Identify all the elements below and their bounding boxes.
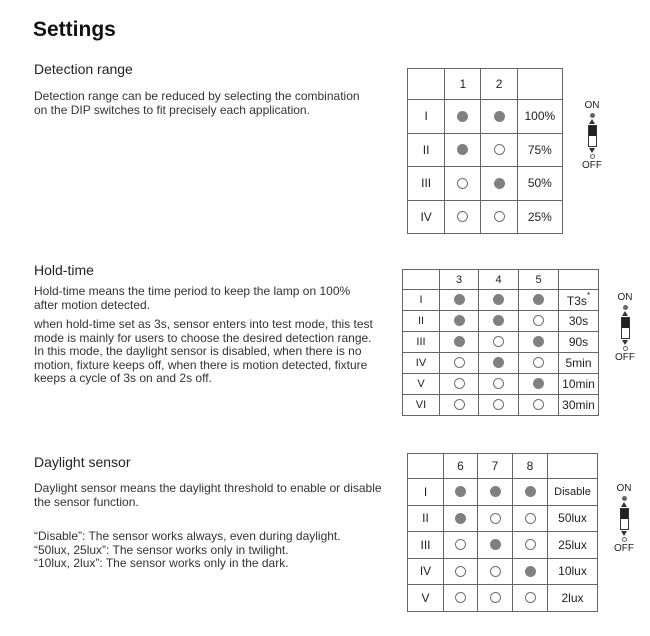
switch-cell xyxy=(444,505,478,532)
arrow-down-icon xyxy=(622,340,628,345)
switch-cell xyxy=(513,532,548,559)
switch-number-header: 3 xyxy=(440,270,479,290)
off-label: OFF xyxy=(614,543,634,554)
switch-off-icon xyxy=(455,592,466,603)
setting-label: III xyxy=(408,167,445,201)
note-line: In this mode, the daylight sensor is disabled, when there is no xyxy=(34,344,362,358)
off-label: OFF xyxy=(582,160,602,171)
switch-off-icon xyxy=(454,399,465,410)
dip-switch-icon xyxy=(620,508,629,530)
setting-value: 25% xyxy=(527,209,552,224)
setting-value-cell xyxy=(559,332,599,353)
switch-cell xyxy=(440,332,479,353)
switch-off-icon xyxy=(455,566,466,577)
switch-number-header: 1 xyxy=(445,69,481,100)
arrow-up-icon xyxy=(622,311,628,316)
table-header-row xyxy=(408,454,598,479)
setting-value: 30s xyxy=(568,314,589,328)
table-row xyxy=(408,167,563,201)
switch-off-icon xyxy=(493,399,504,410)
switch-cell xyxy=(479,374,519,395)
page-title: Settings xyxy=(33,18,116,41)
switch-on-icon xyxy=(525,566,536,577)
switch-off-icon xyxy=(493,336,504,347)
switch-number-header: 7 xyxy=(478,454,513,479)
note-line: mode is mainly for users to choose the desired detection range. xyxy=(34,330,372,345)
dip-switch-legend-detection xyxy=(577,101,607,171)
switch-cell xyxy=(440,395,479,416)
switch-off-icon xyxy=(490,592,501,603)
switch-cell xyxy=(445,167,481,201)
header-blank-cell xyxy=(559,270,599,290)
switch-cell xyxy=(513,479,548,506)
off-dot-icon xyxy=(622,537,627,542)
switch-cell xyxy=(519,395,559,416)
daylight-sensor-table xyxy=(407,453,598,612)
setting-value: 50% xyxy=(527,176,552,191)
setting-label: V xyxy=(403,374,440,395)
switch-on-icon xyxy=(533,294,544,305)
off-label: OFF xyxy=(615,352,635,363)
setting-value: 50lux xyxy=(558,511,587,526)
dip-switch-legend-daylight xyxy=(609,484,639,554)
switch-cell xyxy=(481,167,517,201)
dip-switch-icon xyxy=(621,317,630,339)
description-line: the sensor function. xyxy=(34,494,139,509)
switch-off-icon xyxy=(454,378,465,389)
detection-range-description xyxy=(34,90,360,117)
dip-switch-legend-hold xyxy=(610,293,640,363)
setting-value: 10min xyxy=(562,377,595,391)
setting-value-cell xyxy=(548,505,598,532)
note-line: “Disable”: The sensor works always, even during daylight. xyxy=(34,529,341,543)
switch-cell xyxy=(440,290,479,311)
setting-label: III xyxy=(408,532,444,559)
switch-cell xyxy=(513,585,548,612)
setting-value: 75% xyxy=(527,142,552,157)
switch-on-icon xyxy=(457,144,468,155)
daylight-sensor-heading: Daylight sensor xyxy=(34,454,131,470)
switch-number-header: 4 xyxy=(479,270,519,290)
setting-label: I xyxy=(408,100,445,134)
setting-value-cell xyxy=(517,133,562,167)
setting-label: II xyxy=(408,505,444,532)
switch-on-icon xyxy=(493,357,504,368)
setting-label: II xyxy=(403,311,440,332)
arrow-up-icon xyxy=(621,502,627,507)
setting-value: 100% xyxy=(524,109,556,124)
hold-time-test-mode-note xyxy=(34,318,373,386)
switch-off-icon xyxy=(454,357,465,368)
footnote-marker: * xyxy=(586,290,591,300)
table-row xyxy=(403,374,599,395)
header-blank-cell xyxy=(517,69,562,100)
switch-cell xyxy=(445,133,481,167)
description-line: Daylight sensor means the daylight threshold to enable or disable xyxy=(34,481,382,495)
switch-on-icon xyxy=(494,178,505,189)
switch-on-icon xyxy=(490,486,501,497)
switch-cell xyxy=(481,133,517,167)
switch-cell xyxy=(479,311,519,332)
switch-cell xyxy=(479,290,519,311)
hold-time-table xyxy=(402,269,599,416)
note-line: motion, fixture keeps off, when there is motion detected, fixture xyxy=(34,357,368,372)
daylight-sensor-notes xyxy=(34,530,341,571)
setting-value-cell xyxy=(548,558,598,585)
switch-on-icon xyxy=(493,294,504,305)
switch-cell xyxy=(444,479,478,506)
setting-value: Disable xyxy=(554,485,591,498)
note-line: keeps a cycle of 3s on and 2s off. xyxy=(34,371,212,385)
switch-cell xyxy=(440,374,479,395)
switch-off-icon xyxy=(457,211,468,222)
setting-label: V xyxy=(408,585,444,612)
switch-on-icon xyxy=(457,111,468,122)
switch-cell xyxy=(478,479,513,506)
setting-label: I xyxy=(403,290,440,311)
switch-on-icon xyxy=(490,539,501,550)
table-row xyxy=(408,479,598,506)
switch-cell xyxy=(440,311,479,332)
switch-cell xyxy=(478,505,513,532)
header-blank-cell xyxy=(408,69,445,100)
switch-cell xyxy=(481,200,517,234)
setting-label: II xyxy=(408,133,445,167)
switch-cell xyxy=(445,200,481,234)
on-label: ON xyxy=(616,483,632,494)
switch-on-icon xyxy=(525,486,536,497)
description-line: on the DIP switches to fit precisely each application. xyxy=(34,102,310,117)
switch-number-header: 8 xyxy=(513,454,548,479)
switch-cell xyxy=(479,332,519,353)
setting-value: 10lux xyxy=(558,564,587,579)
switch-off-icon xyxy=(533,315,544,326)
setting-label: VI xyxy=(403,395,440,416)
switch-off-icon xyxy=(525,592,536,603)
switch-on-icon xyxy=(454,294,465,305)
off-dot-icon xyxy=(590,154,595,159)
switch-on-icon xyxy=(494,111,505,122)
on-dot-icon xyxy=(622,496,627,501)
switch-number-header: 6 xyxy=(444,454,478,479)
setting-value-cell xyxy=(548,479,598,506)
hold-time-description xyxy=(34,285,350,312)
on-dot-icon xyxy=(623,305,628,310)
setting-value-cell xyxy=(559,374,599,395)
setting-value-cell xyxy=(559,290,599,311)
hold-time-heading: Hold-time xyxy=(34,262,94,278)
switch-cell xyxy=(444,585,478,612)
table-row xyxy=(408,505,598,532)
switch-cell xyxy=(478,585,513,612)
on-label: ON xyxy=(584,100,600,111)
note-line: “10lux, 2lux”: The sensor works only in the dark. xyxy=(34,556,289,570)
table-row xyxy=(408,558,598,585)
switch-off-icon xyxy=(494,144,505,155)
daylight-sensor-description xyxy=(34,482,382,509)
switch-cell xyxy=(519,290,559,311)
table-header-row xyxy=(408,69,563,100)
setting-value: T3s xyxy=(566,293,587,308)
setting-value-cell xyxy=(559,395,599,416)
arrow-down-icon xyxy=(621,531,627,536)
setting-label: I xyxy=(408,479,444,506)
arrow-down-icon xyxy=(589,148,595,153)
switch-cell xyxy=(478,532,513,559)
switch-cell xyxy=(513,558,548,585)
setting-value-cell xyxy=(548,585,598,612)
table-row xyxy=(403,290,599,311)
table-row xyxy=(403,332,599,353)
switch-cell xyxy=(478,558,513,585)
switch-cell xyxy=(444,558,478,585)
setting-value: 25lux xyxy=(558,537,587,552)
description-line: after motion detected. xyxy=(34,297,151,312)
setting-label: IV xyxy=(403,353,440,374)
detection-range-table xyxy=(407,68,563,234)
description-line: Hold-time means the time period to keep the lamp on 100% xyxy=(34,284,351,298)
switch-off-icon xyxy=(490,513,501,524)
table-header-row xyxy=(403,270,599,290)
header-blank-cell xyxy=(408,454,444,479)
setting-value: 5min xyxy=(565,356,592,370)
switch-off-icon xyxy=(525,513,536,524)
table-row xyxy=(403,353,599,374)
switch-on-icon xyxy=(455,513,466,524)
table-row xyxy=(408,585,598,612)
switch-cell xyxy=(440,353,479,374)
header-blank-cell xyxy=(403,270,440,290)
on-label: ON xyxy=(617,292,633,303)
switch-off-icon xyxy=(490,566,501,577)
table-row xyxy=(408,100,563,134)
switch-on-icon xyxy=(454,315,465,326)
setting-label: IV xyxy=(408,200,445,234)
switch-on-icon xyxy=(533,378,544,389)
switch-cell xyxy=(445,100,481,134)
table-row xyxy=(408,133,563,167)
switch-off-icon xyxy=(455,539,466,550)
setting-value-cell xyxy=(559,353,599,374)
table-row xyxy=(403,311,599,332)
setting-value-cell xyxy=(559,311,599,332)
switch-off-icon xyxy=(525,539,536,550)
on-dot-icon xyxy=(590,113,595,118)
switch-off-icon xyxy=(533,357,544,368)
setting-label: IV xyxy=(408,558,444,585)
switch-off-icon xyxy=(457,178,468,189)
setting-value-cell xyxy=(548,532,598,559)
note-line: “50lux, 25lux”: The sensor works only in twilight. xyxy=(34,542,289,557)
table-row xyxy=(403,395,599,416)
setting-value: 90s xyxy=(568,335,589,349)
switch-cell xyxy=(479,395,519,416)
switch-number-header: 2 xyxy=(481,69,517,100)
description-line: Detection range can be reduced by selecting the combination xyxy=(34,89,360,103)
off-dot-icon xyxy=(623,346,628,351)
switch-off-icon xyxy=(494,211,505,222)
switch-cell xyxy=(519,332,559,353)
switch-off-icon xyxy=(493,378,504,389)
note-line: when hold-time set as 3s, sensor enters into test mode, this test xyxy=(34,317,373,331)
dip-switch-icon xyxy=(588,125,597,147)
switch-cell xyxy=(481,100,517,134)
setting-value-cell xyxy=(517,167,562,201)
switch-cell xyxy=(519,353,559,374)
setting-label: III xyxy=(403,332,440,353)
switch-cell xyxy=(519,311,559,332)
detection-range-heading: Detection range xyxy=(34,61,133,77)
table-row xyxy=(408,200,563,234)
switch-cell xyxy=(519,374,559,395)
switch-on-icon xyxy=(533,336,544,347)
setting-value: 30min xyxy=(562,398,595,412)
header-blank-cell xyxy=(548,454,598,479)
switch-cell xyxy=(444,532,478,559)
arrow-up-icon xyxy=(589,119,595,124)
switch-on-icon xyxy=(493,315,504,326)
switch-on-icon xyxy=(455,486,466,497)
setting-value: 2lux xyxy=(561,590,584,605)
setting-value-cell xyxy=(517,100,562,134)
switch-cell xyxy=(513,505,548,532)
switch-off-icon xyxy=(533,399,544,410)
table-row xyxy=(408,532,598,559)
switch-on-icon xyxy=(454,336,465,347)
switch-number-header: 5 xyxy=(519,270,559,290)
setting-value-cell xyxy=(517,200,562,234)
switch-cell xyxy=(479,353,519,374)
